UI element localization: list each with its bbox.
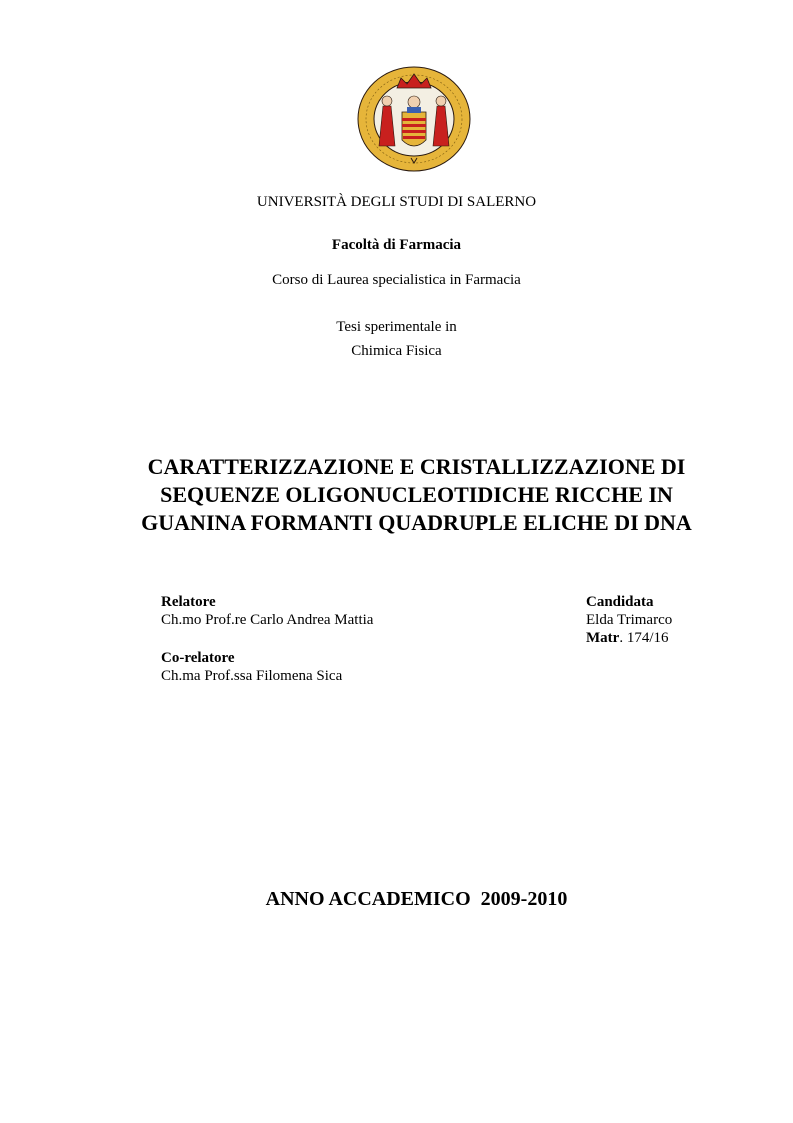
thesis-title-line: CARATTERIZZAZIONE E CRISTALLIZZAZIONE DI xyxy=(147,454,686,479)
course-name: Corso di Laurea specialistica in Farmacia xyxy=(272,272,521,288)
academic-year: ANNO ACCADEMICO 2009-2010 xyxy=(265,888,568,910)
candidata-name: Elda Trimarco xyxy=(586,612,673,628)
university-name: UNIVERSITÀ DEGLI STUDI DI SALERNO xyxy=(256,194,537,210)
corelatore-block xyxy=(161,649,342,685)
relatore-label: Relatore xyxy=(161,594,216,610)
candidata-block xyxy=(586,593,672,647)
thesis-type: Tesi sperimentale in xyxy=(336,319,457,335)
faculty-name: Facoltà di Farmacia xyxy=(331,237,462,253)
thesis-title-line: GUANINA FORMANTI QUADRUPLE ELICHE DI DNA xyxy=(141,510,692,535)
thesis-title-line: SEQUENZE OLIGONUCLEOTIDICHE RICCHE IN xyxy=(160,482,673,507)
relatore-name: Ch.mo Prof.re Carlo Andrea Mattia xyxy=(161,612,374,628)
thesis-subject: Chimica Fisica xyxy=(351,343,442,359)
matricola-value: . 174/16 xyxy=(619,630,669,646)
university-seal-logo xyxy=(357,66,472,172)
corelatore-label: Co-relatore xyxy=(161,650,235,666)
matricola xyxy=(586,629,672,647)
candidata-label: Candidata xyxy=(586,594,654,610)
thesis-title xyxy=(60,453,773,537)
corelatore-name: Ch.ma Prof.ssa Filomena Sica xyxy=(161,668,343,684)
relatore-block xyxy=(161,593,373,629)
matricola-label: Matr xyxy=(586,630,620,646)
